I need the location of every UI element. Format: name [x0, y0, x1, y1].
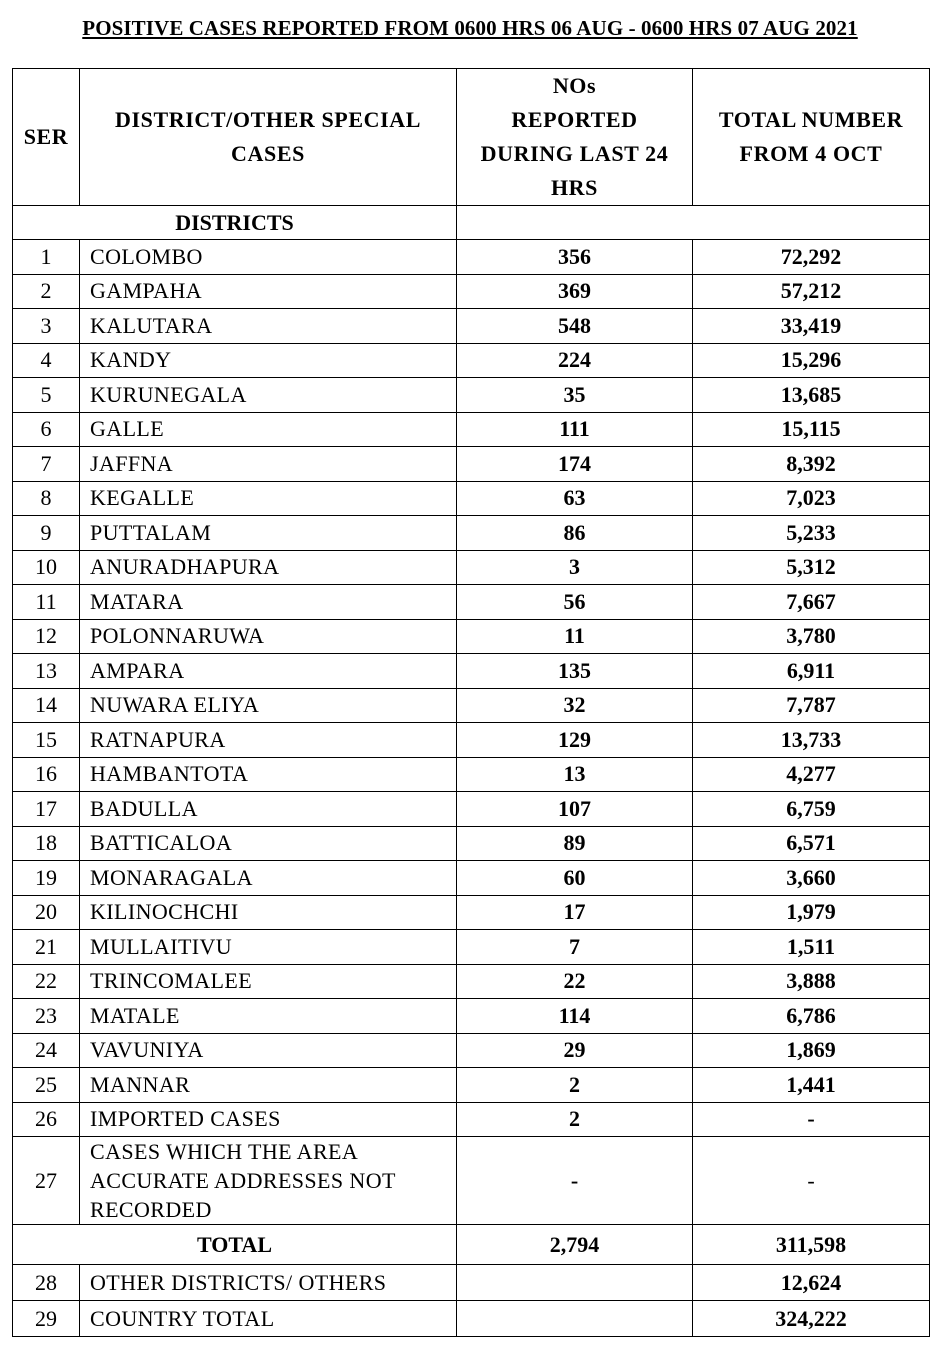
table-row-unrecorded-addresses	[13, 1137, 930, 1225]
row-total: 6,786	[693, 999, 930, 1034]
row-total: 6,911	[693, 654, 930, 689]
table-row	[13, 688, 930, 723]
row-last24: 13	[457, 757, 693, 792]
row-last24	[457, 1301, 693, 1337]
row-last24: 107	[457, 792, 693, 827]
header-last24-line: HRS	[550, 175, 599, 200]
row-last24: 224	[457, 343, 693, 378]
header-ser: SER	[13, 69, 80, 206]
row-total: 5,233	[693, 516, 930, 551]
row-ser: 13	[13, 654, 80, 689]
row-total: 7,667	[693, 585, 930, 620]
row-total: 6,571	[693, 826, 930, 861]
table-row-country-total	[13, 1301, 930, 1337]
row-ser: 22	[13, 964, 80, 999]
row-ser: 23	[13, 999, 80, 1034]
districts-section-label: DISTRICTS	[13, 206, 457, 240]
row-ser: 6	[13, 412, 80, 447]
row-name-line: RECORDED	[90, 1197, 212, 1222]
row-district-name: OTHER DISTRICTS/ OTHERS	[80, 1265, 457, 1301]
row-ser: 27	[13, 1137, 80, 1225]
row-ser: 21	[13, 930, 80, 965]
row-total: 7,023	[693, 481, 930, 516]
row-total: 33,419	[693, 309, 930, 344]
row-ser: 26	[13, 1102, 80, 1137]
table-row	[13, 723, 930, 758]
table-header-row	[13, 69, 930, 206]
row-last24: 135	[457, 654, 693, 689]
row-last24: 32	[457, 688, 693, 723]
row-last24: 56	[457, 585, 693, 620]
row-total: 6,759	[693, 792, 930, 827]
table-row	[13, 619, 930, 654]
row-district-name: NUWARA ELIYA	[80, 688, 457, 723]
table-row	[13, 585, 930, 620]
row-district-name: KURUNEGALA	[80, 378, 457, 413]
row-district-name: IMPORTED CASES	[80, 1102, 457, 1137]
row-total: 1,511	[693, 930, 930, 965]
row-district-name: ANURADHAPURA	[80, 550, 457, 585]
table-row	[13, 1068, 930, 1103]
row-name-line: CASES WHICH THE AREA	[90, 1139, 359, 1164]
table-row	[13, 516, 930, 551]
row-ser: 16	[13, 757, 80, 792]
row-ser: 7	[13, 447, 80, 482]
row-ser: 2	[13, 274, 80, 309]
row-last24: 60	[457, 861, 693, 896]
row-ser: 20	[13, 895, 80, 930]
table-row	[13, 930, 930, 965]
row-district-name: AMPARA	[80, 654, 457, 689]
table-row	[13, 378, 930, 413]
row-ser: 5	[13, 378, 80, 413]
header-last24-line: NOs	[552, 73, 597, 98]
row-ser: 17	[13, 792, 80, 827]
row-total: 7,787	[693, 688, 930, 723]
row-district-name: POLONNARUWA	[80, 619, 457, 654]
row-ser: 24	[13, 1033, 80, 1068]
row-total: 3,888	[693, 964, 930, 999]
row-district-name: HAMBANTOTA	[80, 757, 457, 792]
row-total: -	[693, 1137, 930, 1225]
row-total: 15,115	[693, 412, 930, 447]
table-row-other-districts	[13, 1265, 930, 1301]
row-total: 3,660	[693, 861, 930, 896]
table-row	[13, 343, 930, 378]
row-district-name: MONARAGALA	[80, 861, 457, 896]
row-total: 4,277	[693, 757, 930, 792]
table-row	[13, 999, 930, 1034]
row-district-name: JAFFNA	[80, 447, 457, 482]
total-row	[13, 1225, 930, 1265]
row-district-name: KILINOCHCHI	[80, 895, 457, 930]
row-ser: 9	[13, 516, 80, 551]
row-last24: 17	[457, 895, 693, 930]
row-last24: 3	[457, 550, 693, 585]
row-last24: 369	[457, 274, 693, 309]
row-district-name: VAVUNIYA	[80, 1033, 457, 1068]
row-last24: 356	[457, 240, 693, 275]
row-last24: 86	[457, 516, 693, 551]
row-ser: 14	[13, 688, 80, 723]
table-row	[13, 412, 930, 447]
row-last24	[457, 1265, 693, 1301]
header-last24-line: REPORTED	[511, 107, 638, 132]
row-district-name: COLOMBO	[80, 240, 457, 275]
row-district-name: BATTICALOA	[80, 826, 457, 861]
row-ser: 29	[13, 1301, 80, 1337]
row-total: 13,685	[693, 378, 930, 413]
row-last24: 11	[457, 619, 693, 654]
row-last24: 35	[457, 378, 693, 413]
table-row	[13, 481, 930, 516]
total-label: TOTAL	[13, 1225, 457, 1265]
row-last24: 111	[457, 412, 693, 447]
row-district-name: GALLE	[80, 412, 457, 447]
row-last24: 114	[457, 999, 693, 1034]
districts-section-blank	[457, 206, 930, 240]
row-last24: 7	[457, 930, 693, 965]
table-row	[13, 654, 930, 689]
row-district-name: KEGALLE	[80, 481, 457, 516]
row-last24: 548	[457, 309, 693, 344]
row-total: -	[693, 1102, 930, 1137]
table-row	[13, 550, 930, 585]
row-total: 13,733	[693, 723, 930, 758]
table-row	[13, 792, 930, 827]
row-last24: 2	[457, 1102, 693, 1137]
total-last24: 2,794	[457, 1225, 693, 1265]
row-district-name: MATALE	[80, 999, 457, 1034]
table-row	[13, 1033, 930, 1068]
row-ser: 11	[13, 585, 80, 620]
row-total: 3,780	[693, 619, 930, 654]
row-last24: 129	[457, 723, 693, 758]
header-total-line: FROM 4 OCT	[739, 141, 883, 166]
row-total: 12,624	[693, 1265, 930, 1301]
row-total: 1,441	[693, 1068, 930, 1103]
row-total: 1,979	[693, 895, 930, 930]
row-last24: -	[457, 1137, 693, 1225]
row-district-name: GAMPAHA	[80, 274, 457, 309]
cases-table	[12, 68, 930, 1337]
row-last24: 174	[457, 447, 693, 482]
header-district: DISTRICT/OTHER SPECIAL CASES	[80, 69, 457, 206]
row-district-name: MANNAR	[80, 1068, 457, 1103]
row-district-name: BADULLA	[80, 792, 457, 827]
header-total	[693, 69, 930, 206]
row-total: 15,296	[693, 343, 930, 378]
row-last24: 2	[457, 1068, 693, 1103]
row-ser: 8	[13, 481, 80, 516]
table-row	[13, 861, 930, 896]
table-row	[13, 447, 930, 482]
report-title: POSITIVE CASES REPORTED FROM 0600 HRS 06 AUG - 0600 HRS 07 AUG 2021	[82, 16, 858, 40]
row-district-name: TRINCOMALEE	[80, 964, 457, 999]
table-row	[13, 309, 930, 344]
table-row	[13, 826, 930, 861]
row-ser: 10	[13, 550, 80, 585]
row-ser: 28	[13, 1265, 80, 1301]
row-district-name: RATNAPURA	[80, 723, 457, 758]
row-district-name: KALUTARA	[80, 309, 457, 344]
header-last24-line: DURING LAST 24	[480, 141, 669, 166]
row-ser: 3	[13, 309, 80, 344]
row-district-name	[80, 1137, 457, 1225]
row-district-name: MULLAITIVU	[80, 930, 457, 965]
row-district-name: KANDY	[80, 343, 457, 378]
row-district-name: PUTTALAM	[80, 516, 457, 551]
header-total-line: TOTAL NUMBER	[718, 107, 904, 132]
table-row	[13, 757, 930, 792]
table-row	[13, 240, 930, 275]
row-name-line: ACCURATE ADDRESSES NOT	[90, 1168, 396, 1193]
row-ser: 12	[13, 619, 80, 654]
row-last24: 29	[457, 1033, 693, 1068]
row-total: 1,869	[693, 1033, 930, 1068]
row-ser: 25	[13, 1068, 80, 1103]
table-row	[13, 1102, 930, 1137]
row-last24: 89	[457, 826, 693, 861]
row-total: 57,212	[693, 274, 930, 309]
row-district-name: MATARA	[80, 585, 457, 620]
table-row	[13, 274, 930, 309]
row-last24: 63	[457, 481, 693, 516]
row-district-name: COUNTRY TOTAL	[80, 1301, 457, 1337]
table-row	[13, 964, 930, 999]
total-total: 311,598	[693, 1225, 930, 1265]
row-total: 72,292	[693, 240, 930, 275]
row-last24: 22	[457, 964, 693, 999]
districts-section-row	[13, 206, 930, 240]
row-ser: 18	[13, 826, 80, 861]
header-last24	[457, 69, 693, 206]
row-ser: 1	[13, 240, 80, 275]
row-total: 5,312	[693, 550, 930, 585]
table-row	[13, 895, 930, 930]
row-total: 324,222	[693, 1301, 930, 1337]
row-ser: 19	[13, 861, 80, 896]
row-ser: 15	[13, 723, 80, 758]
row-total: 8,392	[693, 447, 930, 482]
row-ser: 4	[13, 343, 80, 378]
